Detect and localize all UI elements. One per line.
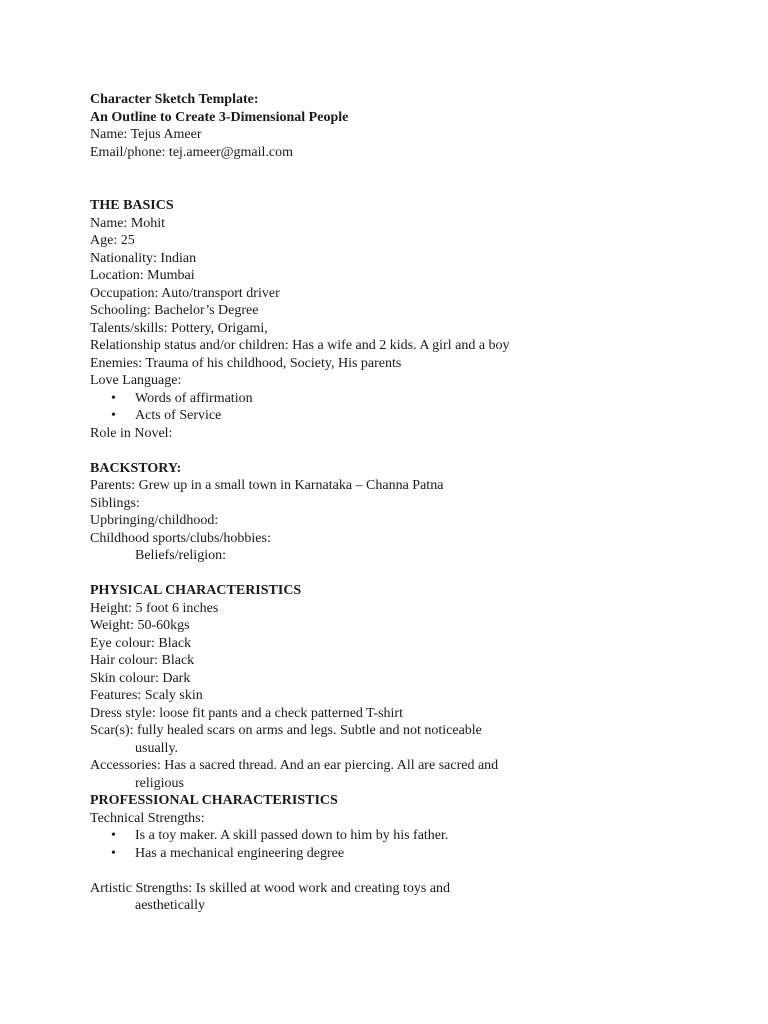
bullet-icon: • bbox=[111, 408, 116, 423]
field-upbringing: Upbringing/childhood: bbox=[90, 513, 219, 528]
bullet-icon: • bbox=[111, 828, 116, 843]
field-parents: Parents: Grew up in a small town in Karnataka – Channa Patna bbox=[90, 478, 444, 493]
spacer bbox=[90, 565, 690, 583]
field-height: Height: 5 foot 6 inches bbox=[90, 600, 219, 616]
list-item-text: Acts of Service bbox=[135, 408, 222, 423]
bullet-icon: • bbox=[111, 845, 116, 861]
field-enemies: Enemies: Trauma of his childhood, Society, His parents bbox=[90, 355, 402, 371]
spacer bbox=[90, 161, 690, 197]
field-scars-continued: usually. bbox=[135, 740, 179, 756]
template-subtitle: An Outline to Create 3-Dimensional People bbox=[90, 109, 349, 125]
section-heading-physical: PHYSICAL CHARACTERISTICS bbox=[90, 583, 302, 598]
section-heading-professional: PROFESSIONAL CHARACTERISTICS bbox=[90, 793, 338, 808]
section-heading-backstory: BACKSTORY: bbox=[90, 460, 182, 476]
field-love-language: Love Language: bbox=[90, 373, 182, 388]
field-skin-colour: Skin colour: Dark bbox=[90, 670, 191, 686]
field-name: Name: Mohit bbox=[90, 215, 166, 231]
spacer bbox=[90, 442, 690, 460]
list-item-text: Has a mechanical engineering degree bbox=[135, 845, 345, 861]
field-features: Features: Scaly skin bbox=[90, 688, 203, 703]
section-heading-basics: THE BASICS bbox=[90, 198, 174, 213]
field-talents: Talents/skills: Pottery, Origami, bbox=[90, 320, 268, 336]
field-occupation: Occupation: Auto/transport driver bbox=[90, 285, 280, 301]
field-scars: Scar(s): fully healed scars on arms and legs. Subtle and not noticeable bbox=[90, 723, 482, 738]
field-eye-colour: Eye colour: Black bbox=[90, 635, 192, 651]
list-item bbox=[90, 407, 690, 425]
list-item-text: Words of affirmation bbox=[135, 390, 253, 406]
list-item bbox=[90, 845, 690, 863]
list-item-text: Is a toy maker. A skill passed down to him by his father. bbox=[135, 828, 449, 843]
bullet-icon: • bbox=[111, 390, 116, 406]
document-body bbox=[90, 91, 690, 915]
field-hair-colour: Hair colour: Black bbox=[90, 653, 195, 668]
field-accessories: Accessories: Has a sacred thread. And an ear piercing. All are sacred and bbox=[90, 758, 499, 773]
spacer bbox=[90, 862, 690, 880]
field-schooling: Schooling: Bachelor’s Degree bbox=[90, 303, 259, 318]
field-technical-strengths: Technical Strengths: bbox=[90, 810, 205, 826]
field-relationship: Relationship status and/or children: Has a wife and 2 kids. A girl and a boy bbox=[90, 338, 510, 353]
author-email: Email/phone: tej.ameer@gmail.com bbox=[90, 144, 293, 160]
field-age: Age: 25 bbox=[90, 233, 135, 248]
field-location: Location: Mumbai bbox=[90, 268, 195, 283]
author-name: Name: Tejus Ameer bbox=[90, 127, 202, 142]
field-beliefs: Beliefs/religion: bbox=[135, 548, 226, 563]
field-sports: Childhood sports/clubs/hobbies: bbox=[90, 530, 271, 546]
list-item bbox=[90, 390, 690, 408]
field-dress-style: Dress style: loose fit pants and a check patterned T-shirt bbox=[90, 705, 403, 721]
field-siblings: Siblings: bbox=[90, 495, 140, 511]
field-artistic-strengths: Artistic Strengths: Is skilled at wood work and creating toys and bbox=[90, 880, 451, 896]
field-weight: Weight: 50-60kgs bbox=[90, 618, 190, 633]
field-accessories-continued: religious bbox=[135, 775, 184, 791]
list-item bbox=[90, 827, 690, 845]
field-nationality: Nationality: Indian bbox=[90, 250, 197, 266]
field-artistic-continued: aesthetically bbox=[135, 898, 205, 913]
template-title: Character Sketch Template: bbox=[90, 92, 259, 107]
field-role: Role in Novel: bbox=[90, 425, 173, 441]
